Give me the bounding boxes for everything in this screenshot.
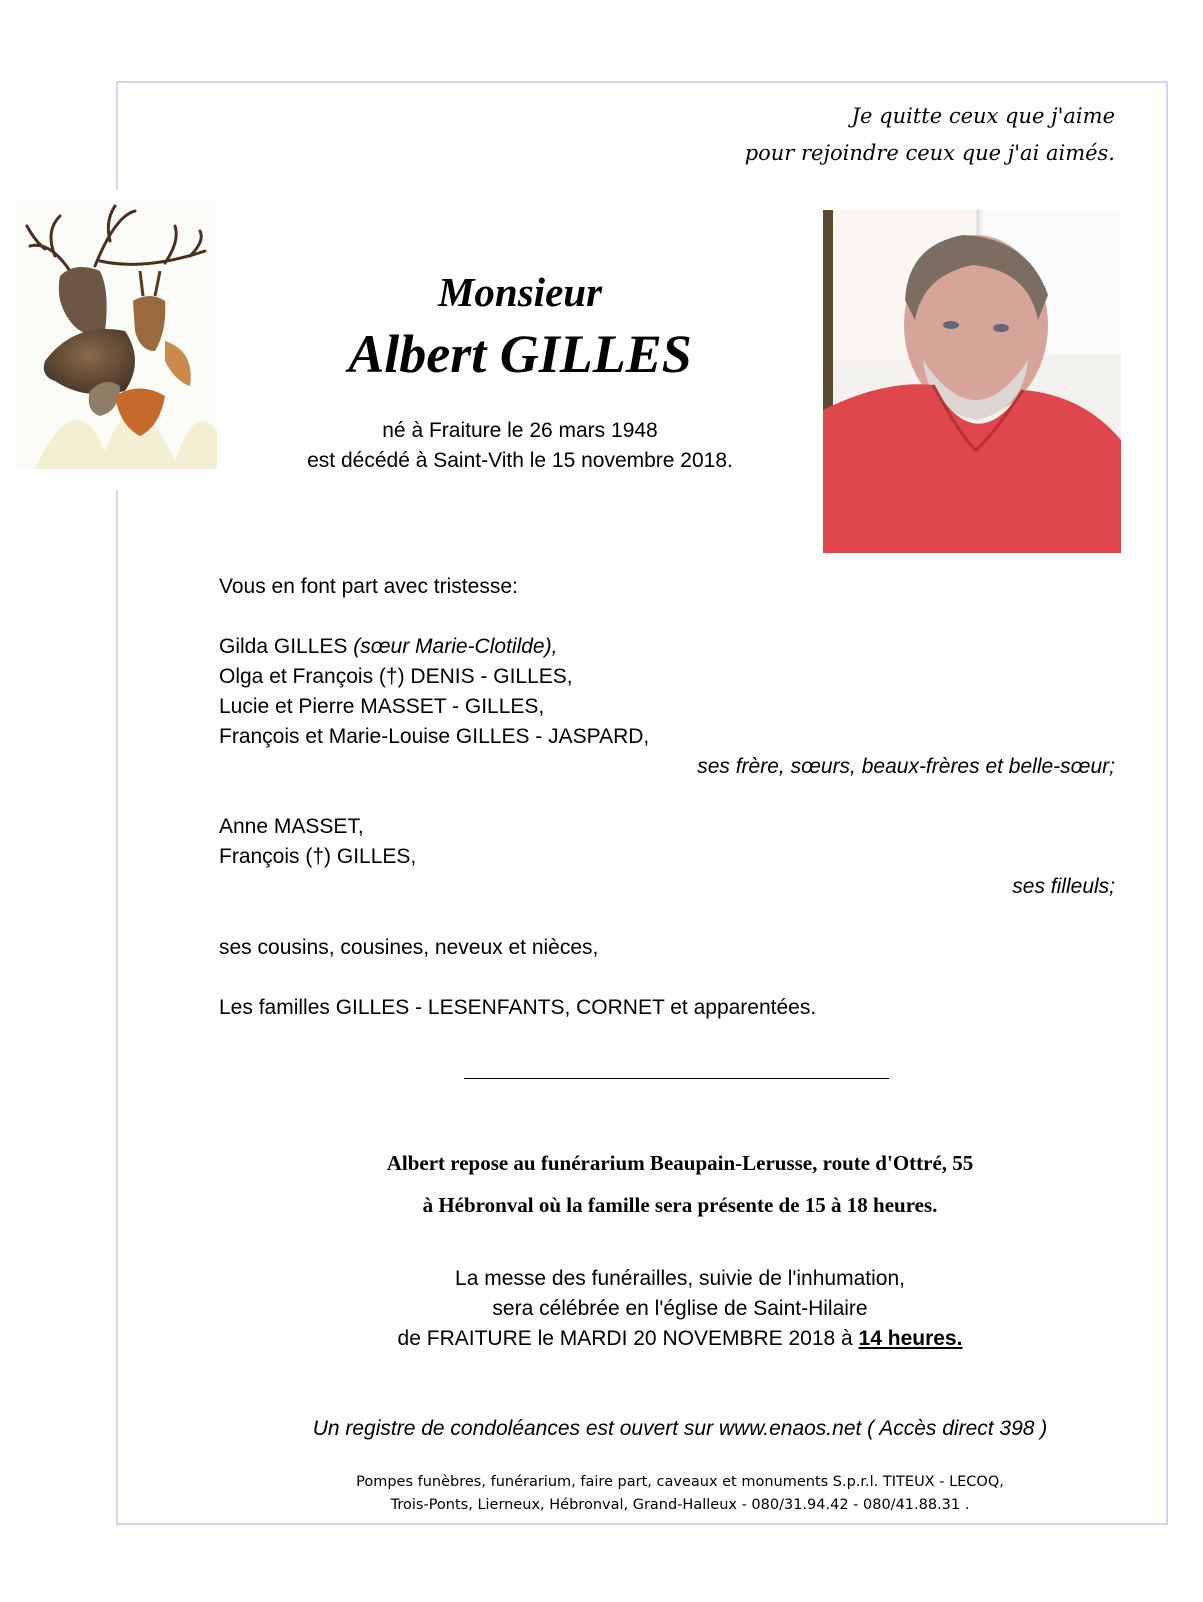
sibling-line: [219, 635, 557, 659]
sibling-note: (sœur Marie-Clotilde),: [353, 635, 558, 658]
wildlife-illustration: [15, 201, 217, 469]
sibling-line: Olga et François (†) DENIS - GILLES,: [219, 665, 573, 688]
sibling-name: Gilda GILLES: [219, 635, 354, 658]
footer-line-1: Pompes funèbres, funérarium, faire part, caveaux et monuments S.p.r.l. TITEUX - LECOQ,: [356, 1474, 1004, 1490]
godchild-line: Anne MASSET,: [219, 815, 364, 838]
honorific: Monsieur: [437, 269, 603, 315]
visitation-line-2: à Hébronval où la famille sera présente de 15 à 18 heures.: [422, 1193, 938, 1217]
death-line: est décédé à Saint-Vith le 15 novembre 2018.: [307, 449, 733, 472]
footer-line-2: Trois-Ponts, Lierneux, Hébronval, Grand-Halleux - 080/31.94.42 - 080/41.88.31 .: [390, 1497, 970, 1513]
families-line: Les familles GILLES - LESENFANTS, CORNET et apparentées.: [219, 996, 817, 1019]
godchild-line: François (†) GILLES,: [219, 845, 417, 868]
godchildren-relation: ses filleuls;: [1012, 875, 1115, 898]
funeral-line-1: La messe des funérailles, suivie de l'inhumation,: [455, 1267, 905, 1290]
quote-line-2: pour rejoindre ceux que j'ai aimés.: [744, 141, 1115, 165]
funeral-line-3: [230, 1327, 1130, 1351]
condolences-text: Un registre de condoléances est ouvert sur www.enaos.net ( Accès direct 398 ): [312, 1417, 1048, 1440]
sibling-line: Lucie et Pierre MASSET - GILLES,: [219, 695, 545, 718]
wildlife-painting-icon: [15, 201, 217, 469]
separator-line: [464, 1078, 889, 1079]
intro-text: Vous en font part avec tristesse:: [219, 575, 518, 598]
portrait-icon: [823, 210, 1121, 553]
deceased-name: Albert GILLES: [348, 324, 692, 384]
quote-line-1: Je quitte ceux que j'aime: [851, 104, 1115, 128]
cousins-line: ses cousins, cousines, neveux et nièces,: [219, 936, 599, 959]
portrait-photo: [823, 210, 1121, 553]
visitation-line-1: Albert repose au funérarium Beaupain-Lerusse, route d'Ottré, 55: [386, 1151, 974, 1175]
birth-line: né à Fraiture le 26 mars 1948: [382, 419, 658, 442]
funeral-date: de FRAITURE le MARDI 20 NOVEMBRE 2018 à: [397, 1327, 859, 1350]
funeral-time: 14 heures.: [858, 1327, 963, 1350]
funeral-line-2: sera célébrée en l'église de Saint-Hilaire: [492, 1297, 868, 1320]
sibling-line: François et Marie-Louise GILLES - JASPARD,: [219, 725, 650, 748]
siblings-relation: ses frère, sœurs, beaux-frères et belle-sœur;: [697, 755, 1115, 778]
